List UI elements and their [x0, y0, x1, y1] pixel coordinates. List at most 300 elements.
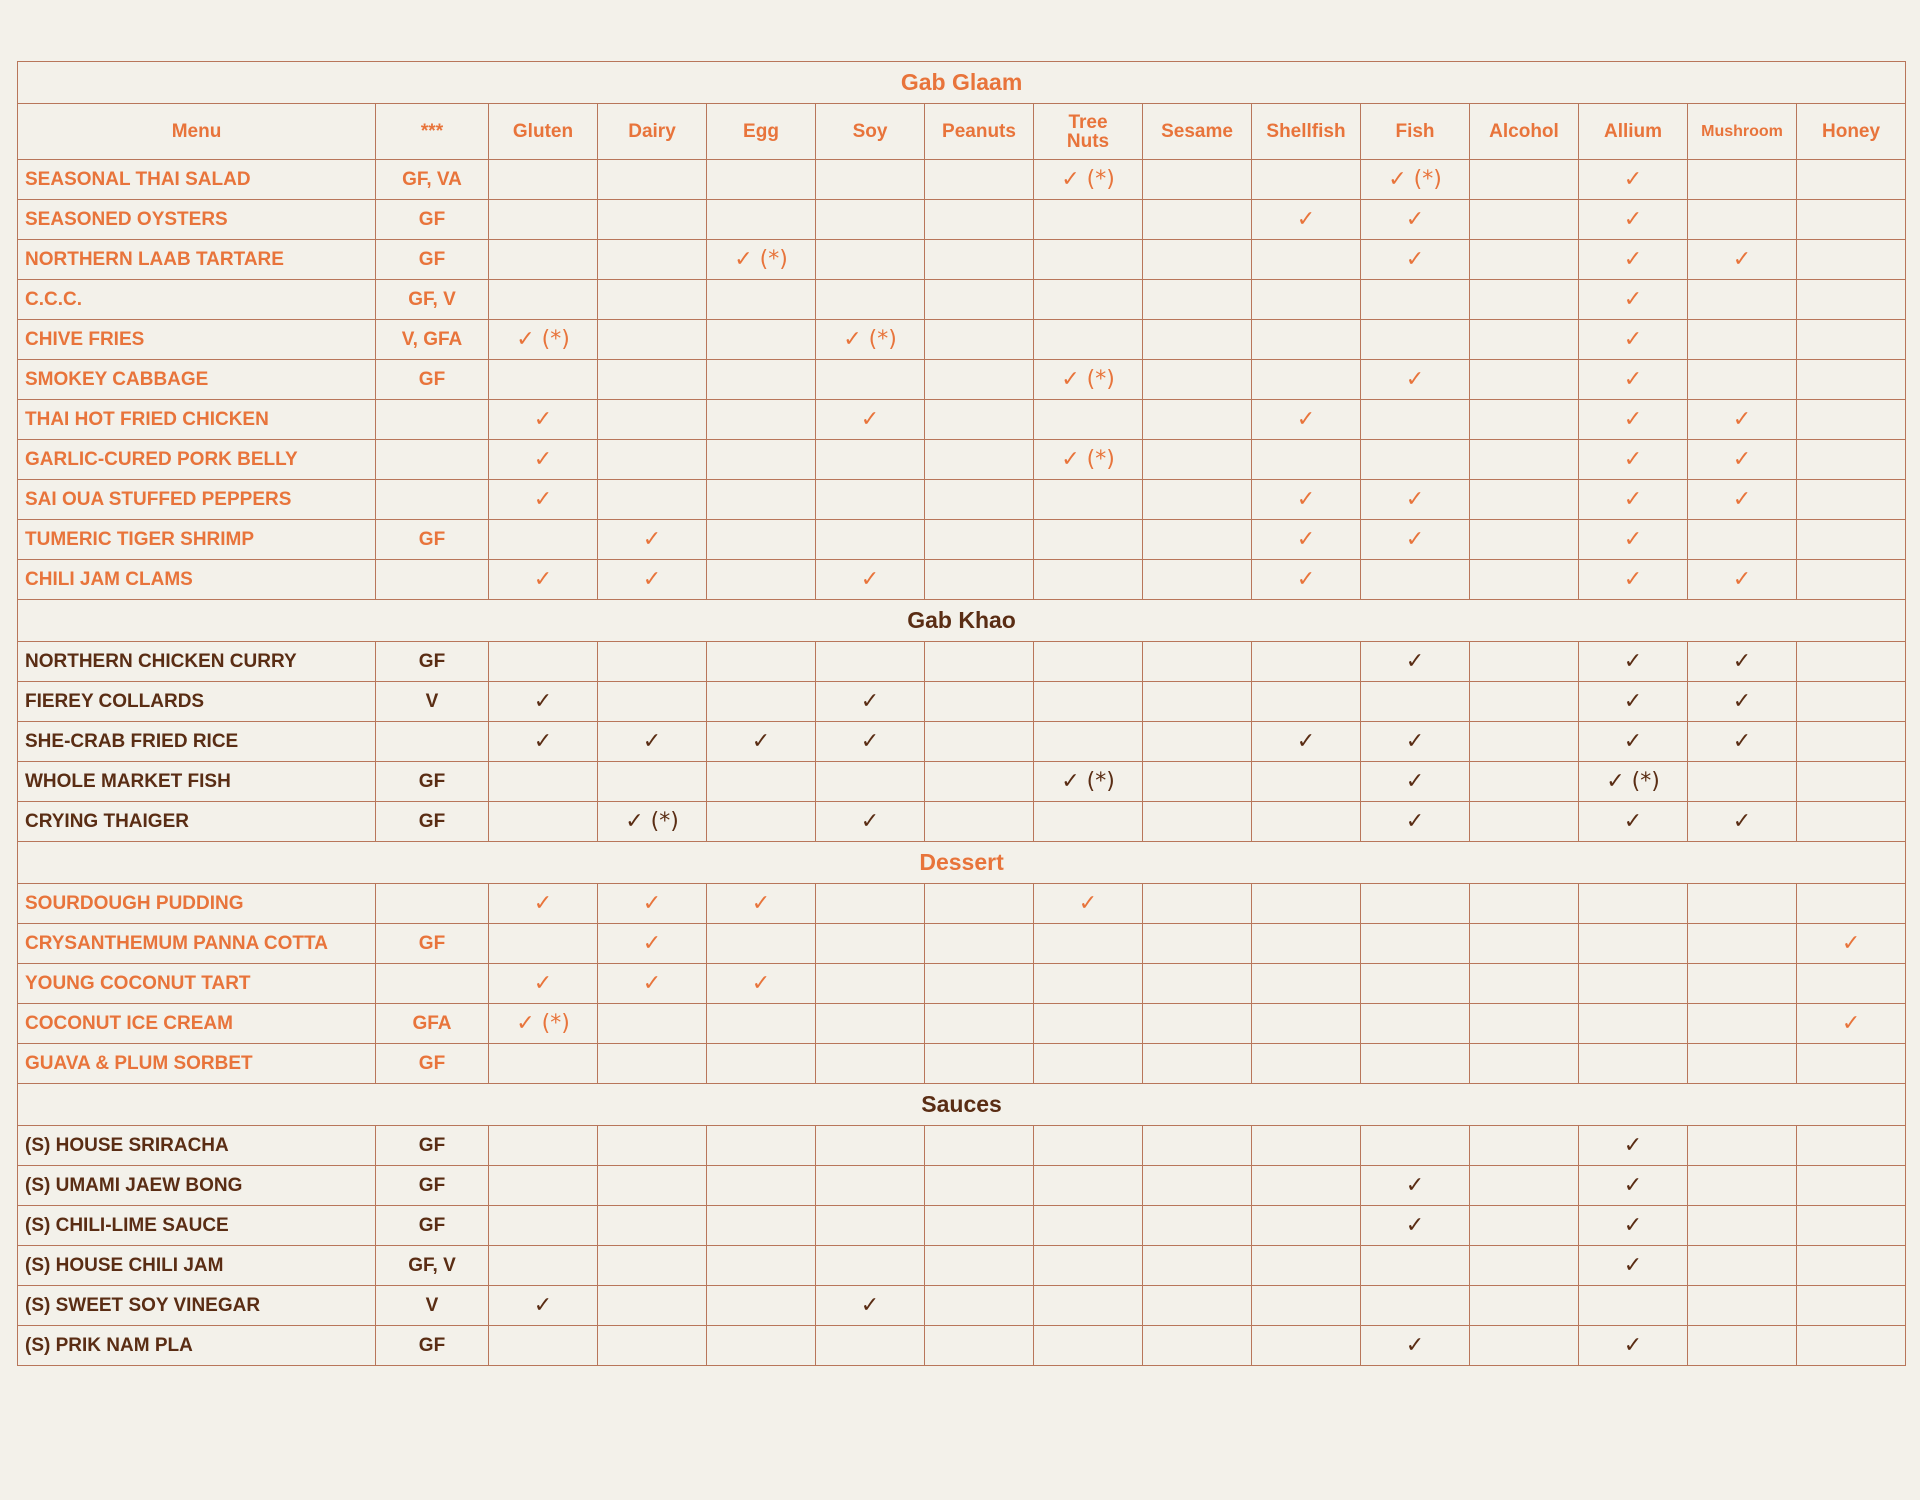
allergen-mark-fish: [1361, 1004, 1470, 1044]
allergen-mark-dairy: [598, 1286, 707, 1326]
allergen-mark-soy: [816, 924, 925, 964]
allergen-mark-egg: ✓: [707, 884, 816, 924]
diet-code: GF: [376, 360, 489, 400]
allergen-mark-honey: [1797, 520, 1906, 560]
allergen-mark-allium: ✓: [1579, 400, 1688, 440]
allergen-mark-peanuts: [925, 1286, 1034, 1326]
diet-code: GF: [376, 762, 489, 802]
allergen-mark-honey: [1797, 160, 1906, 200]
allergen-mark-tree-nuts: [1034, 682, 1143, 722]
allergen-mark-sesame: [1143, 642, 1252, 682]
allergen-mark-alcohol: [1470, 1326, 1579, 1366]
allergen-mark-soy: [816, 520, 925, 560]
menu-item-name: GUAVA & PLUM SORBET: [18, 1044, 376, 1084]
allergen-mark-soy: [816, 360, 925, 400]
allergen-mark-shellfish: [1252, 1286, 1361, 1326]
allergen-mark-shellfish: [1252, 160, 1361, 200]
allergen-mark-allium: ✓: [1579, 480, 1688, 520]
allergen-mark-gluten: ✓ (*): [489, 320, 598, 360]
allergen-mark-gluten: ✓: [489, 560, 598, 600]
menu-item-name: SEASONED OYSTERS: [18, 200, 376, 240]
table-row: [18, 440, 1906, 480]
allergen-mark-alcohol: [1470, 560, 1579, 600]
allergen-mark-gluten: [489, 200, 598, 240]
allergen-mark-allium: ✓: [1579, 682, 1688, 722]
menu-item-name: CHILI JAM CLAMS: [18, 560, 376, 600]
allergen-mark-peanuts: [925, 520, 1034, 560]
allergen-mark-gluten: ✓: [489, 722, 598, 762]
allergen-mark-dairy: [598, 240, 707, 280]
diet-code: [376, 560, 489, 600]
allergen-mark-tree-nuts: [1034, 1166, 1143, 1206]
allergen-mark-alcohol: [1470, 722, 1579, 762]
allergen-mark-peanuts: [925, 1326, 1034, 1366]
allergen-mark-peanuts: [925, 642, 1034, 682]
allergen-mark-peanuts: [925, 400, 1034, 440]
allergen-mark-tree-nuts: [1034, 1326, 1143, 1366]
allergen-mark-dairy: [598, 1166, 707, 1206]
allergen-mark-shellfish: [1252, 964, 1361, 1004]
allergen-mark-allium: [1579, 964, 1688, 1004]
allergen-mark-fish: [1361, 320, 1470, 360]
allergen-mark-allium: [1579, 884, 1688, 924]
allergen-mark-soy: [816, 762, 925, 802]
allergen-mark-alcohol: [1470, 1126, 1579, 1166]
allergen-mark-peanuts: [925, 240, 1034, 280]
allergen-mark-tree-nuts: [1034, 200, 1143, 240]
allergen-mark-dairy: [598, 280, 707, 320]
allergen-mark-egg: [707, 682, 816, 722]
allergen-mark-shellfish: [1252, 884, 1361, 924]
allergen-mark-mushroom: ✓: [1688, 642, 1797, 682]
allergen-mark-sesame: [1143, 1286, 1252, 1326]
allergen-mark-peanuts: [925, 280, 1034, 320]
allergen-mark-sesame: [1143, 762, 1252, 802]
allergen-mark-sesame: [1143, 1246, 1252, 1286]
allergen-mark-soy: [816, 1326, 925, 1366]
allergen-mark-gluten: ✓: [489, 884, 598, 924]
allergen-mark-shellfish: [1252, 1246, 1361, 1286]
allergen-mark-gluten: [489, 1126, 598, 1166]
section-row-gab-khao: [18, 600, 1906, 642]
allergen-mark-alcohol: [1470, 1246, 1579, 1286]
allergen-mark-fish: [1361, 400, 1470, 440]
allergen-mark-tree-nuts: ✓ (*): [1034, 160, 1143, 200]
allergen-mark-sesame: [1143, 440, 1252, 480]
allergen-mark-fish: ✓: [1361, 1166, 1470, 1206]
allergen-mark-gluten: ✓: [489, 440, 598, 480]
allergen-mark-peanuts: [925, 480, 1034, 520]
section-title: Gab Glaam: [18, 62, 1906, 104]
table-row: [18, 1044, 1906, 1084]
allergen-mark-mushroom: [1688, 1126, 1797, 1166]
allergen-mark-gluten: [489, 160, 598, 200]
allergen-mark-alcohol: [1470, 682, 1579, 722]
allergen-mark-peanuts: [925, 360, 1034, 400]
diet-code: [376, 400, 489, 440]
allergen-mark-gluten: [489, 1044, 598, 1084]
section-row-gab-glaam: [18, 62, 1906, 104]
allergen-mark-sesame: [1143, 964, 1252, 1004]
table-row: [18, 722, 1906, 762]
allergen-mark-mushroom: [1688, 1326, 1797, 1366]
allergen-mark-mushroom: ✓: [1688, 240, 1797, 280]
allergen-mark-dairy: [598, 762, 707, 802]
allergen-mark-tree-nuts: [1034, 1004, 1143, 1044]
allergen-mark-fish: ✓: [1361, 240, 1470, 280]
diet-code: [376, 884, 489, 924]
diet-code: GF: [376, 1044, 489, 1084]
allergen-mark-fish: [1361, 440, 1470, 480]
menu-item-name: WHOLE MARKET FISH: [18, 762, 376, 802]
allergen-mark-fish: [1361, 560, 1470, 600]
allergen-mark-shellfish: [1252, 642, 1361, 682]
column-header-dairy: Dairy: [598, 104, 707, 160]
allergen-mark-dairy: ✓: [598, 964, 707, 1004]
allergen-mark-dairy: [598, 1126, 707, 1166]
allergen-mark-dairy: [598, 1326, 707, 1366]
allergen-mark-sesame: [1143, 1044, 1252, 1084]
allergen-mark-shellfish: [1252, 440, 1361, 480]
allergen-mark-sesame: [1143, 924, 1252, 964]
allergen-mark-dairy: ✓: [598, 884, 707, 924]
diet-code: GF: [376, 200, 489, 240]
column-header-egg: Egg: [707, 104, 816, 160]
menu-item-name: NORTHERN LAAB TARTARE: [18, 240, 376, 280]
allergen-mark-gluten: ✓: [489, 400, 598, 440]
allergen-mark-shellfish: [1252, 762, 1361, 802]
allergen-mark-egg: [707, 280, 816, 320]
allergen-mark-dairy: [598, 400, 707, 440]
section-row-sauces: [18, 1084, 1906, 1126]
menu-item-name: (S) PRIK NAM PLA: [18, 1326, 376, 1366]
allergen-mark-honey: [1797, 682, 1906, 722]
allergen-mark-mushroom: [1688, 762, 1797, 802]
allergen-mark-allium: ✓: [1579, 520, 1688, 560]
allergen-mark-sesame: [1143, 280, 1252, 320]
allergen-mark-mushroom: [1688, 1044, 1797, 1084]
allergen-mark-shellfish: [1252, 802, 1361, 842]
allergen-mark-sesame: [1143, 400, 1252, 440]
allergen-mark-gluten: [489, 1166, 598, 1206]
allergen-mark-gluten: [489, 924, 598, 964]
allergen-mark-allium: ✓: [1579, 1126, 1688, 1166]
allergen-mark-shellfish: ✓: [1252, 722, 1361, 762]
table-row: [18, 1166, 1906, 1206]
allergen-mark-fish: ✓ (*): [1361, 160, 1470, 200]
table-row: [18, 560, 1906, 600]
allergen-mark-gluten: ✓: [489, 1286, 598, 1326]
allergen-mark-gluten: [489, 1326, 598, 1366]
allergen-mark-alcohol: [1470, 440, 1579, 480]
allergen-mark-gluten: ✓ (*): [489, 1004, 598, 1044]
allergen-mark-mushroom: ✓: [1688, 480, 1797, 520]
allergen-mark-peanuts: [925, 924, 1034, 964]
allergen-mark-honey: ✓: [1797, 1004, 1906, 1044]
allergen-mark-soy: [816, 1004, 925, 1044]
allergen-mark-fish: [1361, 682, 1470, 722]
allergen-mark-honey: [1797, 1326, 1906, 1366]
allergen-mark-shellfish: ✓: [1252, 200, 1361, 240]
menu-item-name: CRYING THAIGER: [18, 802, 376, 842]
table-row: [18, 1004, 1906, 1044]
allergen-mark-fish: ✓: [1361, 480, 1470, 520]
allergen-mark-tree-nuts: [1034, 320, 1143, 360]
allergen-mark-soy: [816, 964, 925, 1004]
allergen-mark-fish: ✓: [1361, 1326, 1470, 1366]
allergen-mark-honey: [1797, 1166, 1906, 1206]
allergen-mark-tree-nuts: [1034, 722, 1143, 762]
menu-item-name: COCONUT ICE CREAM: [18, 1004, 376, 1044]
allergen-mark-dairy: [598, 160, 707, 200]
table-row: [18, 1286, 1906, 1326]
allergen-mark-allium: ✓: [1579, 1326, 1688, 1366]
allergen-mark-gluten: [489, 802, 598, 842]
table-row: [18, 964, 1906, 1004]
column-header-soy: Soy: [816, 104, 925, 160]
menu-item-name: CRYSANTHEMUM PANNA COTTA: [18, 924, 376, 964]
allergen-mark-peanuts: [925, 682, 1034, 722]
allergen-mark-honey: [1797, 1246, 1906, 1286]
allergen-mark-mushroom: [1688, 884, 1797, 924]
allergen-mark-allium: [1579, 1044, 1688, 1084]
allergen-mark-mushroom: ✓: [1688, 802, 1797, 842]
table-row: [18, 802, 1906, 842]
diet-code: GF: [376, 1206, 489, 1246]
allergen-mark-sesame: [1143, 360, 1252, 400]
allergen-mark-gluten: [489, 280, 598, 320]
allergen-mark-dairy: ✓: [598, 560, 707, 600]
allergen-mark-egg: [707, 1004, 816, 1044]
menu-item-name: SMOKEY CABBAGE: [18, 360, 376, 400]
allergen-mark-soy: [816, 1126, 925, 1166]
allergen-mark-alcohol: [1470, 1286, 1579, 1326]
allergen-mark-alcohol: [1470, 200, 1579, 240]
allergen-mark-soy: [816, 1246, 925, 1286]
allergen-mark-shellfish: [1252, 280, 1361, 320]
table-row: [18, 480, 1906, 520]
allergen-mark-soy: ✓: [816, 1286, 925, 1326]
allergen-mark-egg: [707, 1044, 816, 1084]
allergen-mark-mushroom: [1688, 320, 1797, 360]
allergen-mark-honey: [1797, 320, 1906, 360]
column-header-fish: Fish: [1361, 104, 1470, 160]
allergen-mark-peanuts: [925, 1246, 1034, 1286]
allergen-mark-honey: [1797, 642, 1906, 682]
allergen-mark-mushroom: [1688, 924, 1797, 964]
allergen-mark-peanuts: [925, 440, 1034, 480]
allergen-mark-gluten: [489, 520, 598, 560]
column-header-diet-codes: ***: [376, 104, 489, 160]
allergen-mark-honey: [1797, 200, 1906, 240]
allergen-mark-peanuts: [925, 320, 1034, 360]
diet-code: GF, V: [376, 1246, 489, 1286]
allergen-mark-egg: [707, 160, 816, 200]
allergen-mark-tree-nuts: [1034, 1206, 1143, 1246]
menu-item-name: SEASONAL THAI SALAD: [18, 160, 376, 200]
allergen-mark-tree-nuts: [1034, 520, 1143, 560]
allergen-mark-shellfish: [1252, 320, 1361, 360]
allergen-mark-tree-nuts: [1034, 480, 1143, 520]
allergen-mark-egg: [707, 642, 816, 682]
allergen-mark-soy: ✓: [816, 722, 925, 762]
allergen-mark-honey: [1797, 722, 1906, 762]
allergen-mark-dairy: [598, 480, 707, 520]
allergen-mark-tree-nuts: [1034, 560, 1143, 600]
allergen-mark-fish: [1361, 964, 1470, 1004]
allergen-mark-mushroom: [1688, 1206, 1797, 1246]
menu-item-name: SOURDOUGH PUDDING: [18, 884, 376, 924]
allergen-table: [17, 61, 1906, 1366]
allergen-mark-alcohol: [1470, 884, 1579, 924]
allergen-mark-honey: [1797, 1044, 1906, 1084]
allergen-mark-peanuts: [925, 884, 1034, 924]
allergen-mark-sesame: [1143, 1326, 1252, 1366]
allergen-mark-alcohol: [1470, 1166, 1579, 1206]
allergen-mark-sesame: [1143, 884, 1252, 924]
allergen-mark-honey: [1797, 360, 1906, 400]
table-row: [18, 520, 1906, 560]
allergen-mark-gluten: [489, 762, 598, 802]
allergen-mark-sesame: [1143, 722, 1252, 762]
allergen-mark-allium: [1579, 924, 1688, 964]
allergen-mark-soy: [816, 440, 925, 480]
allergen-mark-alcohol: [1470, 964, 1579, 1004]
table-row: [18, 160, 1906, 200]
allergen-mark-soy: ✓ (*): [816, 320, 925, 360]
allergen-mark-honey: [1797, 762, 1906, 802]
allergen-mark-soy: ✓: [816, 400, 925, 440]
table-row: [18, 360, 1906, 400]
allergen-mark-tree-nuts: [1034, 240, 1143, 280]
allergen-mark-alcohol: [1470, 1206, 1579, 1246]
allergen-mark-honey: [1797, 440, 1906, 480]
allergen-mark-peanuts: [925, 200, 1034, 240]
allergen-mark-fish: [1361, 884, 1470, 924]
column-header-shellfish: Shellfish: [1252, 104, 1361, 160]
allergen-mark-alcohol: [1470, 280, 1579, 320]
allergen-mark-honey: [1797, 240, 1906, 280]
allergen-mark-egg: [707, 520, 816, 560]
allergen-mark-alcohol: [1470, 520, 1579, 560]
allergen-mark-allium: ✓: [1579, 722, 1688, 762]
allergen-mark-tree-nuts: [1034, 400, 1143, 440]
allergen-mark-fish: [1361, 1286, 1470, 1326]
table-row: [18, 400, 1906, 440]
allergen-mark-tree-nuts: [1034, 1246, 1143, 1286]
allergen-mark-fish: [1361, 1044, 1470, 1084]
allergen-mark-mushroom: [1688, 1166, 1797, 1206]
allergen-mark-tree-nuts: ✓ (*): [1034, 762, 1143, 802]
allergen-mark-honey: [1797, 560, 1906, 600]
allergen-mark-egg: [707, 360, 816, 400]
allergen-mark-alcohol: [1470, 642, 1579, 682]
table-row: [18, 884, 1906, 924]
section-title: Gab Khao: [18, 600, 1906, 642]
allergen-mark-honey: [1797, 1206, 1906, 1246]
allergen-mark-soy: [816, 160, 925, 200]
allergen-mark-mushroom: [1688, 360, 1797, 400]
allergen-mark-sesame: [1143, 682, 1252, 722]
allergen-mark-peanuts: [925, 1126, 1034, 1166]
allergen-mark-allium: ✓: [1579, 1246, 1688, 1286]
allergen-mark-honey: ✓: [1797, 924, 1906, 964]
allergen-mark-gluten: ✓: [489, 682, 598, 722]
allergen-mark-allium: [1579, 1004, 1688, 1044]
allergen-mark-fish: [1361, 924, 1470, 964]
allergen-mark-allium: ✓: [1579, 200, 1688, 240]
diet-code: [376, 480, 489, 520]
allergen-mark-sesame: [1143, 1206, 1252, 1246]
allergen-mark-sesame: [1143, 480, 1252, 520]
allergen-mark-dairy: [598, 320, 707, 360]
allergen-mark-egg: [707, 560, 816, 600]
allergen-mark-alcohol: [1470, 360, 1579, 400]
allergen-mark-fish: ✓: [1361, 360, 1470, 400]
diet-code: GF, V: [376, 280, 489, 320]
allergen-mark-tree-nuts: [1034, 1044, 1143, 1084]
allergen-mark-peanuts: [925, 560, 1034, 600]
diet-code: [376, 722, 489, 762]
column-header-tree-nuts: Tree Nuts: [1034, 104, 1143, 160]
allergen-mark-alcohol: [1470, 924, 1579, 964]
allergen-mark-allium: ✓: [1579, 320, 1688, 360]
allergen-mark-peanuts: [925, 964, 1034, 1004]
allergen-mark-allium: ✓: [1579, 802, 1688, 842]
table-row: [18, 240, 1906, 280]
allergen-mark-egg: [707, 924, 816, 964]
allergen-mark-dairy: [598, 440, 707, 480]
menu-item-name: (S) SWEET SOY VINEGAR: [18, 1286, 376, 1326]
allergen-mark-soy: ✓: [816, 682, 925, 722]
diet-code: V: [376, 1286, 489, 1326]
allergen-mark-soy: [816, 280, 925, 320]
allergen-mark-tree-nuts: ✓ (*): [1034, 440, 1143, 480]
allergen-mark-fish: ✓: [1361, 722, 1470, 762]
table-row: [18, 320, 1906, 360]
allergen-mark-gluten: [489, 240, 598, 280]
section-title: Dessert: [18, 842, 1906, 884]
allergen-mark-soy: [816, 480, 925, 520]
allergen-mark-alcohol: [1470, 320, 1579, 360]
allergen-mark-shellfish: [1252, 1166, 1361, 1206]
menu-item-name: SAI OUA STUFFED PEPPERS: [18, 480, 376, 520]
table-row: [18, 924, 1906, 964]
table-row: [18, 1326, 1906, 1366]
allergen-mark-mushroom: [1688, 280, 1797, 320]
allergen-mark-tree-nuts: [1034, 280, 1143, 320]
allergen-mark-shellfish: [1252, 1004, 1361, 1044]
allergen-mark-peanuts: [925, 160, 1034, 200]
allergen-mark-sesame: [1143, 240, 1252, 280]
menu-item-name: SHE-CRAB FRIED RICE: [18, 722, 376, 762]
column-header-honey: Honey: [1797, 104, 1906, 160]
allergen-mark-egg: [707, 762, 816, 802]
allergen-mark-mushroom: ✓: [1688, 400, 1797, 440]
menu-item-name: C.C.C.: [18, 280, 376, 320]
menu-item-name: THAI HOT FRIED CHICKEN: [18, 400, 376, 440]
allergen-mark-tree-nuts: ✓: [1034, 884, 1143, 924]
allergen-mark-gluten: ✓: [489, 964, 598, 1004]
allergen-mark-soy: [816, 884, 925, 924]
allergen-mark-allium: [1579, 1286, 1688, 1326]
allergen-mark-peanuts: [925, 802, 1034, 842]
column-header-allium: Allium: [1579, 104, 1688, 160]
allergen-mark-egg: [707, 320, 816, 360]
allergen-mark-shellfish: [1252, 682, 1361, 722]
diet-code: GF: [376, 1326, 489, 1366]
allergen-mark-alcohol: [1470, 240, 1579, 280]
